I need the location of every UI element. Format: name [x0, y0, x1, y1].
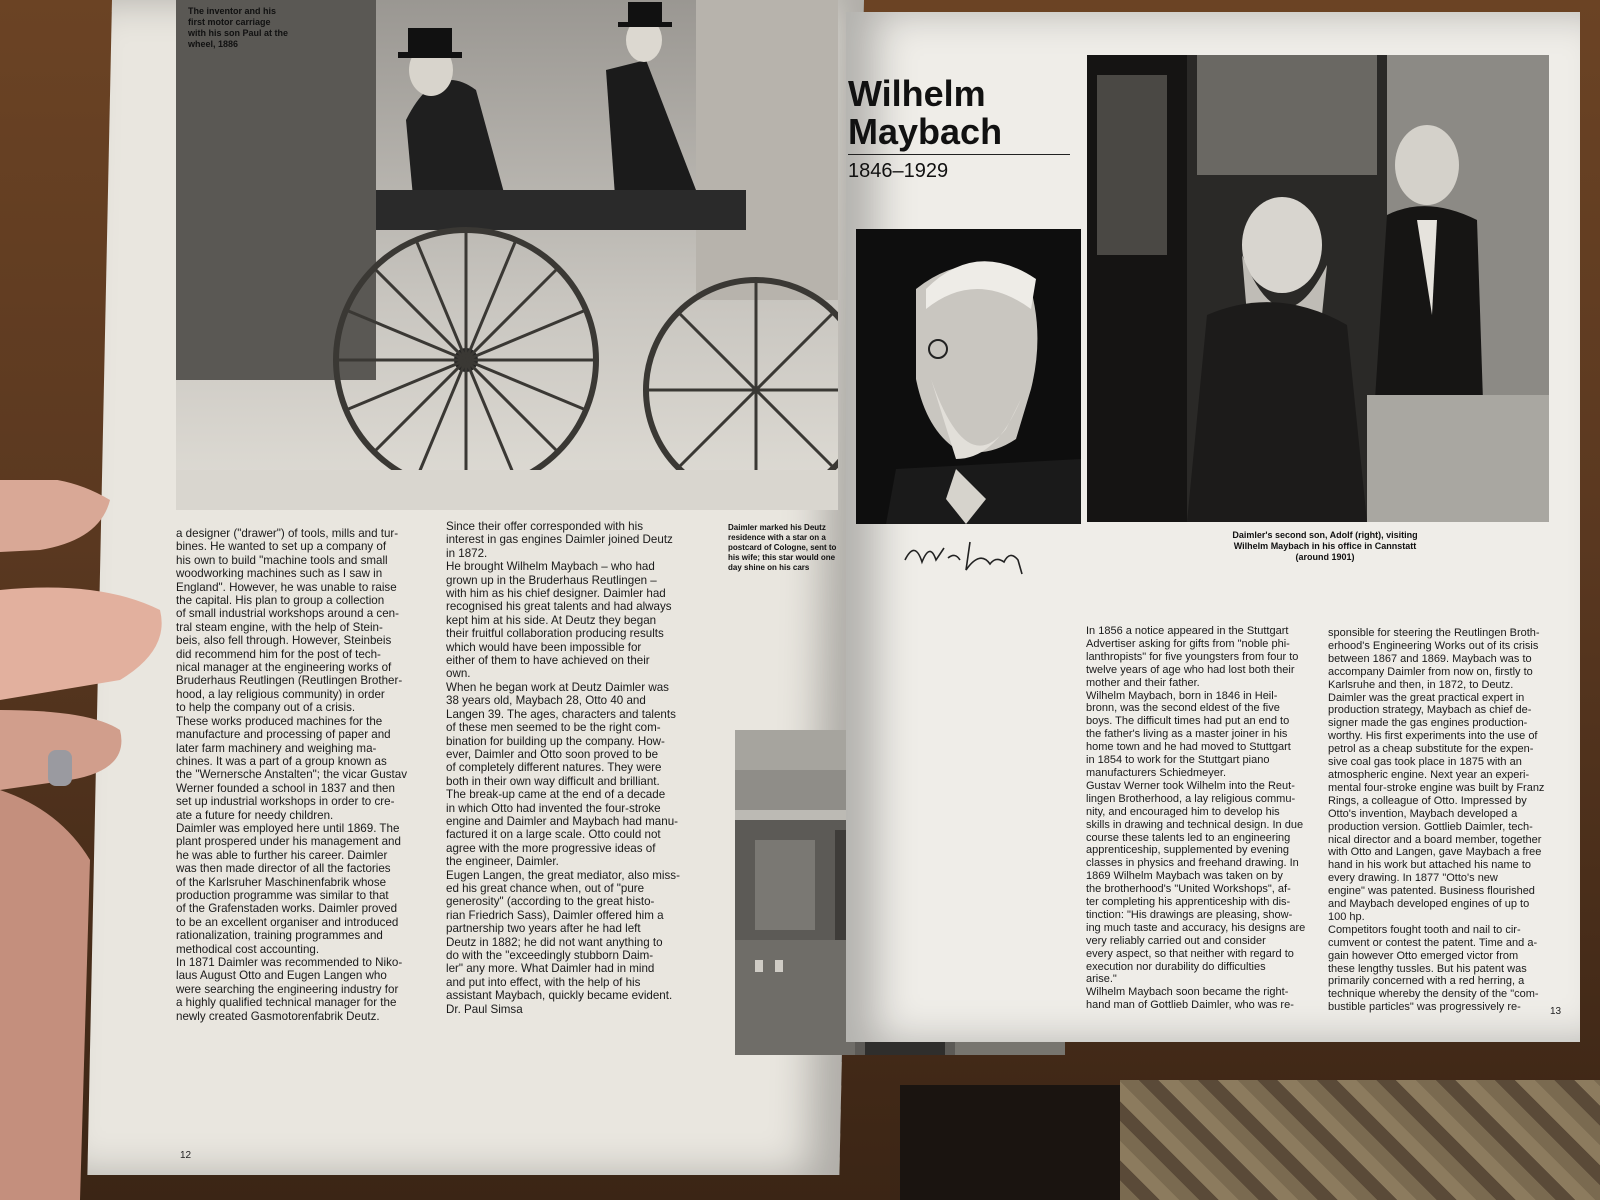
page-title: Wilhelm Maybach: [848, 73, 1003, 152]
lifespan-dates: 1846–1929: [848, 160, 949, 182]
left-page-number: 12: [180, 1150, 192, 1161]
left-page-column-2: Since their offer corresponded with his interest in gas engines Daimler joined Deutz in 1872. He brought Wilhelm Maybach – who had grown up in the Bruderhaus Reutlingen – with him as his chief designer. Daimler had recognised his great talents and had always kept him at his side. At Deutz they began their fruitful collaboration producing results which would have been impossible for either of them to have achieved on their own. When he began work at Deutz Daimler was 38 years old, Maybach 28, Otto 40 and Langen 39. The ages, characters and talents of these men seemed to be the right com- bination for building up the company. How- ever, Daimler and Otto soon proved to be of completely different natures. They were both in their own way difficult and brilliant. The break-up came at the end of a decade in which Otto had invented the four-stroke engine and Daimler and Maybach had manu- factured it on a large scale. Otto could not agree with the more progressive ideas of the engineer, Daimler. Eugen Langen, the great mediator, also miss- ed his great chance when, out of "pure generosity" (according to the great histo- rian Friedrich Sass), Daimler offered him a partnership two years after he had left Deutz in 1882; he did not want anything to do with the "exceedingly stubborn Daim- ler" any more. What Daimler had in mind and put into effect, with the help of his assistant Maybach, quickly became evident. Dr. Paul Simsa: [446, 520, 680, 1016]
maybach-portrait-photo: [856, 229, 1081, 524]
hand: [0, 480, 170, 1200]
maybach-signature: [900, 530, 1030, 580]
carpet: [1120, 1080, 1600, 1200]
floor-shadow: [900, 1085, 1130, 1200]
office-visit-photo: [1087, 55, 1549, 522]
office-photo-caption: Daimler's second son, Adolf (right), visiting Wilhelm Maybach in his office in Cannstatt (around 1901): [1232, 530, 1418, 562]
postcard-caption: Daimler marked his Deutz residence with a star on a postcard of Cologne, sent to his wife; this star would one day shine on his cars: [728, 523, 837, 572]
right-page-column-1: In 1856 a notice appeared in the Stuttgart Advertiser asking for gifts from "noble phi- lanthropists" for five youngsters from four to twelve years of age who had lost both their mother and their father. Wilhelm Maybach, born in 1846 in Heil- bronn, was the second eldest of the five boys. The difficult times had put an end to the father's living as a master joiner in his home town and he had moved to Stuttgart in 1854 to work for the Stuttgart piano manufacturers Schiedmeyer. Gustav Werner took Wilhelm into the Reut- lingen Brotherhood, a lay religious commu- nity, and encouraged him to develop his skills in drawing and technical design. In due course these talents led to an engineering apprenticeship, supplemented by evening classes in physics and freehand drawing. In 1869 Wilhelm Maybach was taken on by the brotherhood's "United Workshops", af- ter completing his apprenticeship with dis- tinction: "His drawings are pleasing, show- ing much taste and accuracy, his designs are very reliably carried out and consider every aspect, so that neither with regard to execution nor durability do difficulties arise." Wilhelm Maybach soon became the right- hand man of Gottlieb Daimler, who was re-: [1086, 625, 1306, 1012]
motor-carriage-photo: [176, 0, 838, 510]
right-page-column-2: sponsible for steering the Reutlingen Broth- erhood's Engineering Works out of its crisis between 1867 and 1869. Maybach was to accompany Daimler from now on, firstly to Karlsruhe and then, in 1872, to Deutz. Daimler was the great practical expert in production strategy, Maybach as chief de- signer made the gas engines production- worthy. His first experiments into the use of petrol as a cheap substitute for the expen- sive coal gas took place in 1875 with an atmospheric engine. Next year an experi- mental four-stroke engine was built by Franz Rings, a colleague of Otto. Impressed by Otto's invention, Maybach developed a production version. Gottlieb Daimler, tech- nical director and a board member, together with Otto and Langen, gave Maybach a free hand in his work but attached his name to every drawing. In 1877 "Otto's new engine" was patented. Business flourished and Maybach developed engines of up to 100 hp. Competitors fought tooth and nail to cir- cumvent or contest the patent. Time and a- gain however Otto emerged victor from these lengthy tussles. But his patent was primarily concerned with a red herring, a technique whereby the density of the "com- bustible particles" was progressively re-: [1328, 627, 1545, 1014]
right-page-number: 13: [1550, 1006, 1562, 1017]
left-page-column-1: a designer ("drawer") of tools, mills and tur- bines. He wanted to set up a company of his own to build "machine tools and small woodworking machines such as I saw in England". However, he was unable to raise the capital. His plan to group a collection of small industrial workshops around a cen- tral steam engine, with the help of Stein- beis, also fell through. However, Steinbeis did recommend him for the post of tech- nical manager at the engineering works of Bruderhaus Reutlingen (Reutlingen Brother- hood, a lay religious community) in order to help the company out of a crisis. These works produced machines for the manufacture and processing of paper and later farm machinery and weighing ma- chines. It was a part of a group known as the "Wernersche Anstalten"; the vicar Gustav Werner founded a school in 1837 and then set up industrial workshops in order to cre- ate a future for needy children. Daimler was employed here until 1869. The plant prospered under his management and he was able to further his career. Daimler was then made director of all the factories of the Karlsruher Maschinenfabrik whose production programme was similar to that of the Grafenstaden works. Daimler proved to be an excellent organiser and introduced rationalization, training programmes and methodical cost accounting. In 1871 Daimler was recommended to Niko- laus August Otto and Eugen Langen who were searching the engineering industry for a highly qualified technical manager for the newly created Gasmotorenfabrik Deutz.: [176, 527, 407, 1023]
carriage-photo-caption: The inventor and his first motor carriage with his son Paul at the wheel, 1886: [188, 6, 289, 49]
title-rule: [848, 154, 1070, 155]
